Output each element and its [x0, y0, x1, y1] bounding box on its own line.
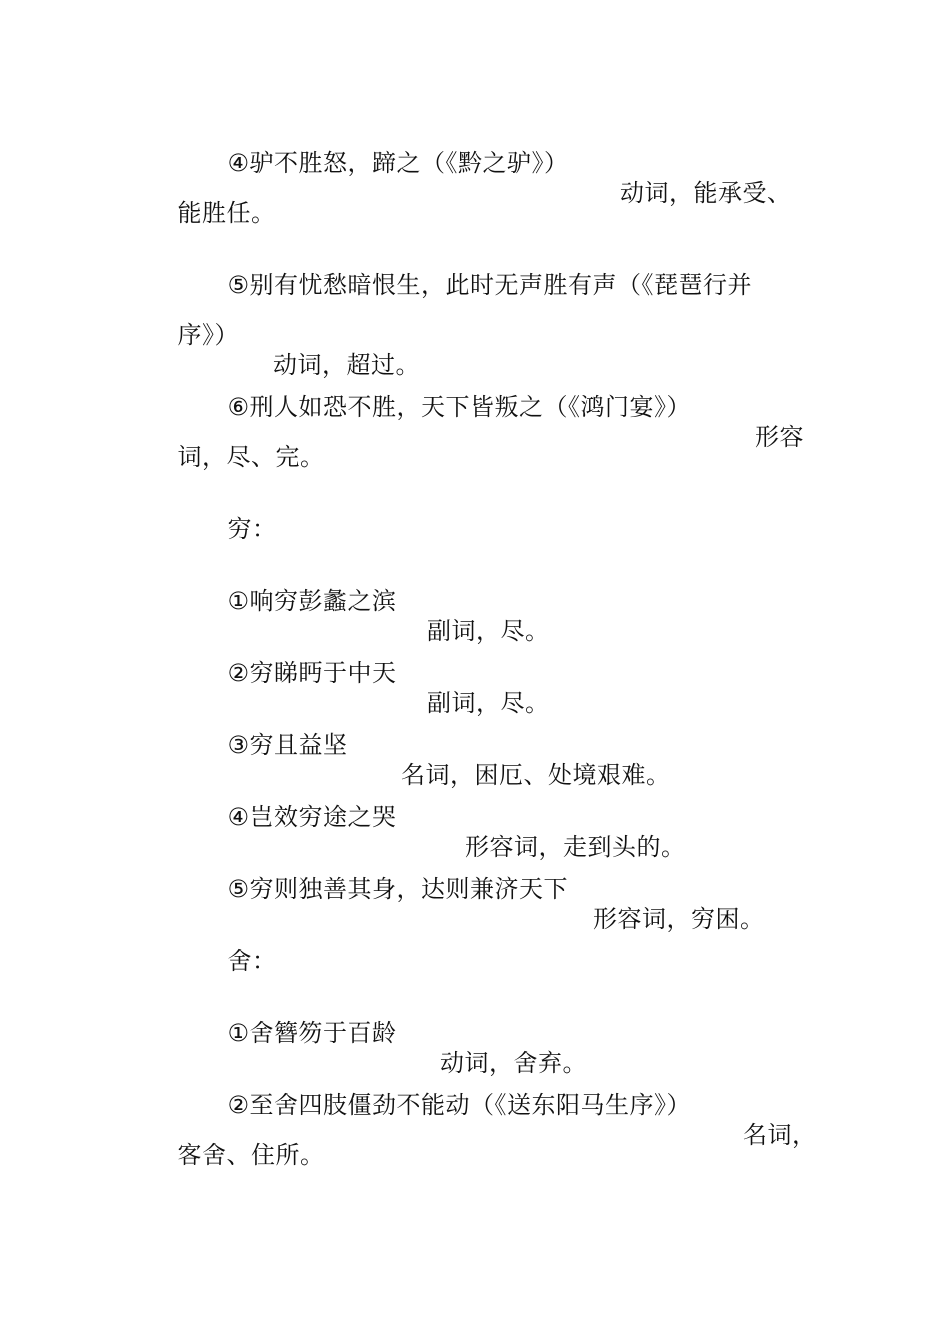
entry-text: ④驴不胜怒，蹄之（《黔之驴》） [227, 149, 569, 177]
entry-text: 能胜任。 [177, 199, 276, 227]
entry-text: ⑥刑人如恐不胜，天下皆叛之（《鸿门宴》） [227, 393, 692, 421]
entry-sheng-5-line2 [145, 290, 420, 379]
entry-text: ③穷且益坚 [227, 731, 348, 759]
entry-gloss: 副词，尽。 [427, 689, 550, 717]
entry-gloss: 动词，超过。 [273, 351, 420, 379]
entry-sheng-4-line2 [145, 168, 276, 227]
entry-she-1 [195, 988, 587, 1077]
entry-text: ①响穷彭蠡之滨 [227, 587, 397, 615]
entry-qiong-1 [195, 556, 550, 645]
entry-text: 序》） [177, 321, 240, 349]
entry-she-2-line2 [145, 1110, 325, 1169]
entry-text: 客舍、住所。 [177, 1141, 325, 1169]
entry-text: ②穷睇眄于中天 [227, 659, 397, 687]
heading-qiong [195, 484, 277, 543]
entry-text: ②至舍四肢僵劲不能动（《送东阳马生序》） [227, 1091, 692, 1119]
entry-gloss: 名词，困厄、处境艰难。 [401, 761, 671, 789]
entry-gloss: 动词，能承受、 [620, 179, 792, 207]
entry-gloss: 形容词，穷困。 [593, 905, 765, 933]
heading-text: 穷： [227, 515, 277, 543]
entry-text: ⑤穷则独善其身，达则兼济天下 [227, 875, 569, 903]
entry-sheng-6-line2 [145, 412, 325, 471]
entry-gloss: 动词，舍弃。 [440, 1049, 587, 1077]
entry-text: 词，尽、完。 [177, 443, 325, 471]
entry-text: ④岂效穷途之哭 [227, 803, 397, 831]
entry-gloss: 名词， [743, 1121, 817, 1149]
entry-qiong-2 [195, 628, 550, 717]
heading-she [195, 916, 277, 975]
entry-she-2-line1 [195, 1060, 817, 1149]
entry-gloss: 形容词，走到头的。 [465, 833, 686, 861]
heading-text: 舍： [227, 947, 277, 975]
entry-text: ①舍簪笏于百龄 [227, 1019, 397, 1047]
entry-gloss: 形容 [755, 423, 804, 451]
entry-sheng-4-line1 [195, 118, 792, 207]
entry-sheng-6-line1 [195, 362, 804, 451]
entry-sheng-5-line1 [195, 240, 753, 299]
entry-gloss: 副词，尽。 [427, 617, 550, 645]
entry-text: ⑤别有忧愁暗恨生，此时无声胜有声（《琵琶行并 [227, 271, 753, 299]
